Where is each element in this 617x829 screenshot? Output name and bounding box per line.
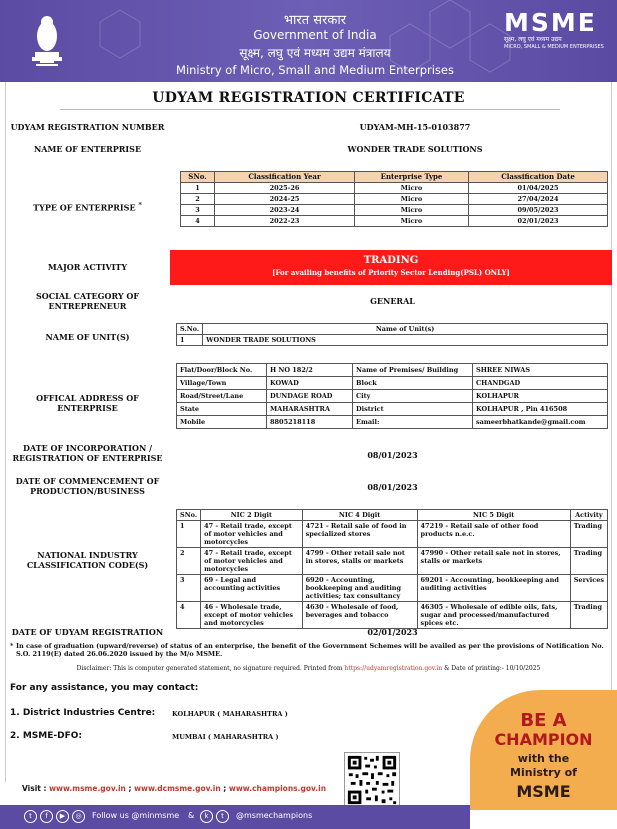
- champion-line-3: with the: [517, 752, 570, 765]
- cell: Name of Premises/ Building: [353, 364, 473, 377]
- address-table: [176, 363, 608, 429]
- address-label: OFFICAL ADDRESS OF ENTERPRISE: [36, 393, 139, 413]
- cell: CHANDGAD: [473, 377, 608, 390]
- separator: ;: [223, 784, 227, 793]
- cell: Flat/Door/Block No.: [177, 364, 267, 377]
- cell: 2023-24: [215, 205, 355, 216]
- social-category-value: GENERAL: [370, 296, 415, 306]
- cell: KOWAD: [267, 377, 353, 390]
- champion-line-4: Ministry of: [510, 766, 577, 779]
- and-text: &: [188, 811, 195, 820]
- cell: 4630 - Wholesale of food, beverages and tobacco: [302, 602, 417, 629]
- cell: Village/Town: [177, 377, 267, 390]
- dfo-value: MUMBAI ( MAHARASHTRA ): [172, 733, 279, 741]
- twitter-icon[interactable]: t: [24, 810, 37, 823]
- champions-handle: @msmechampions: [236, 811, 313, 820]
- msme-logo-english: MICRO, SMALL & MEDIUM ENTERPRISES: [504, 44, 604, 50]
- enterprise-type-asterisk: *: [138, 201, 142, 209]
- table-row: [181, 205, 608, 216]
- col-nic5: NIC 5 Digit: [417, 510, 570, 521]
- cell: 3: [181, 205, 215, 216]
- cell: H NO 182/2: [267, 364, 353, 377]
- header-banner: [0, 0, 617, 82]
- table-row: [177, 602, 608, 629]
- cell: 4: [177, 602, 201, 629]
- cell: 4799 - Other retail sale not in stores, stalls or markets: [302, 548, 417, 575]
- cell: 2024-25: [215, 194, 355, 205]
- footnote-asterisk: *: [10, 642, 14, 650]
- cell: Micro: [355, 205, 469, 216]
- qr-code-icon: [344, 752, 400, 808]
- table-row: [177, 364, 608, 377]
- nic-table: [176, 509, 608, 629]
- cell: Mobile: [177, 416, 267, 429]
- cell: KOLHAPUR: [473, 390, 608, 403]
- cell: 69201 - Accounting, bookkeeping and auditing activities: [417, 575, 570, 602]
- table-header-row: [181, 172, 608, 183]
- cell: KOLHAPUR , Pin 416508: [473, 403, 608, 416]
- cell: 1: [177, 521, 201, 548]
- enterprise-type-table: [180, 171, 608, 227]
- msme-logo: MSME: [504, 8, 597, 37]
- champions-link[interactable]: www.champions.gov.in: [228, 784, 327, 793]
- cell: State: [177, 403, 267, 416]
- col-activity: Activity: [570, 510, 607, 521]
- table-row: [177, 403, 608, 416]
- cell: Micro: [355, 216, 469, 227]
- facebook-icon[interactable]: f: [40, 810, 53, 823]
- col-classification-year: Classification Year: [215, 172, 355, 183]
- ministry-title: Ministry of Micro, Small and Medium Enterprises: [176, 63, 454, 77]
- col-sno: SNo.: [177, 510, 201, 521]
- govt-india-title: Government of India: [253, 28, 377, 42]
- cell: 2025-26: [215, 183, 355, 194]
- table-row: [177, 335, 608, 346]
- reg-number-label: UDYAM REGISTRATION NUMBER: [10, 122, 165, 132]
- cell: Block: [353, 377, 473, 390]
- disclaimer-text: Disclaimer: This is computer generated statement, no signature required. Printed from: [76, 665, 343, 672]
- col-enterprise-type: Enterprise Type: [355, 172, 469, 183]
- reg-number-value: UDYAM-MH-15-0103877: [359, 122, 471, 132]
- cell: 47 - Retail trade, except of motor vehicles and motorcycles: [201, 548, 302, 575]
- table-row: [181, 194, 608, 205]
- koo-icon[interactable]: k: [200, 810, 213, 823]
- enterprise-type-label-text: TYPE OF ENTERPRISE: [33, 202, 136, 213]
- disclaimer: [0, 665, 617, 673]
- certificate-title: UDYAM REGISTRATION CERTIFICATE: [152, 90, 465, 106]
- dcmsme-link[interactable]: www.dcmsme.gov.in: [134, 784, 221, 793]
- dic-label: 1. District Industries Centre:: [10, 708, 156, 718]
- table-row: [177, 548, 608, 575]
- cell: District: [353, 403, 473, 416]
- graduation-footnote: [10, 642, 610, 658]
- udyam-date-value: 02/01/2023: [367, 627, 418, 637]
- dfo-label: 2. MSME-DFO:: [10, 731, 82, 741]
- msme-link[interactable]: www.msme.gov.in: [49, 784, 126, 793]
- cell: MAHARASHTRA: [267, 403, 353, 416]
- footnote-text: In case of graduation (upward/reverse) of status of an enterprise, the benefit of the Government Schemes will be availed as per the provisions of Notification No. S.O. 2119(E) dated 26.06.2020 issued by the M/o MSME.: [16, 642, 604, 658]
- col-sno: S.No.: [177, 324, 203, 335]
- disclaimer-date: & Date of printing:- 10/10/2025: [444, 665, 541, 672]
- table-header-row: [177, 324, 608, 335]
- cell: Services: [570, 575, 607, 602]
- hindi-govt-title: भारत सरकार: [283, 13, 347, 28]
- enterprise-name-label: NAME OF ENTERPRISE: [33, 144, 142, 154]
- cell: Trading: [570, 548, 607, 575]
- nic-label: NATIONAL INDUSTRY CLASSIFICATION CODE(S): [26, 550, 149, 570]
- visit-label: Visit :: [22, 784, 47, 793]
- table-row: [177, 377, 608, 390]
- twitter-icon-2[interactable]: t: [216, 810, 229, 823]
- table-row: [177, 390, 608, 403]
- cell: Email:: [353, 416, 473, 429]
- table-row: [177, 575, 608, 602]
- title-divider: [60, 109, 560, 110]
- cell: 6920 - Accounting, bookkeeping and auditing activities; tax consultancy: [302, 575, 417, 602]
- udyam-date-label: DATE OF UDYAM REGISTRATION: [11, 627, 164, 637]
- cell: Road/Street/Lane: [177, 390, 267, 403]
- table-row: [181, 216, 608, 227]
- cell: 1: [177, 335, 203, 346]
- major-activity-banner: [170, 250, 612, 285]
- separator: ;: [128, 784, 132, 793]
- cell: 02/01/2023: [469, 216, 608, 227]
- social-category-label: SOCIAL CATEGORY OF ENTREPRENEUR: [35, 291, 139, 311]
- cell: 2022-23: [215, 216, 355, 227]
- cell: 4: [181, 216, 215, 227]
- cell: 09/05/2023: [469, 205, 608, 216]
- activity-note: [For availing benefits of Priority Sector Lending(PSL) ONLY]: [272, 268, 510, 277]
- cell: 47219 - Retail sale of other food products n.e.c.: [417, 521, 570, 548]
- cell: 4721 - Retail sale of food in specialized stores: [302, 521, 417, 548]
- instagram-icon[interactable]: ◎: [72, 810, 85, 823]
- enterprise-type-label: [10, 200, 165, 213]
- disclaimer-link[interactable]: https://udyamregistration.gov.in: [344, 665, 443, 672]
- follow-text: Follow us @minmsme: [92, 811, 180, 820]
- champion-line-1: BE A: [520, 710, 567, 731]
- cell: 27/04/2024: [469, 194, 608, 205]
- incorporation-label: DATE OF INCORPORATION / REGISTRATION OF ENTERPRISE: [12, 443, 163, 463]
- social-footer: [0, 805, 470, 829]
- cell: City: [353, 390, 473, 403]
- col-nic4: NIC 4 Digit: [302, 510, 417, 521]
- table-row: [177, 416, 608, 429]
- cell: 1: [181, 183, 215, 194]
- unit-name-label: NAME OF UNIT(S): [45, 332, 130, 342]
- incorporation-value: 08/01/2023: [367, 450, 418, 460]
- major-activity-label: MAJOR ACTIVITY: [47, 262, 128, 272]
- cell: 2: [181, 194, 215, 205]
- cell: 47990 - Other retail sale not in stores, stalls or markets: [417, 548, 570, 575]
- visit-links: [22, 784, 326, 793]
- youtube-icon[interactable]: ▶: [56, 810, 69, 823]
- cell: 3: [177, 575, 201, 602]
- col-nic2: NIC 2 Digit: [201, 510, 302, 521]
- national-emblem-icon: [26, 8, 68, 68]
- table-row: [181, 183, 608, 194]
- cell: WONDER TRADE SOLUTIONS: [203, 335, 608, 346]
- champion-line-5: MSME: [516, 782, 571, 801]
- cell: Micro: [355, 183, 469, 194]
- champion-line-2: CHAMPION: [494, 730, 593, 749]
- cell: 2: [177, 548, 201, 575]
- cell: Trading: [570, 602, 607, 629]
- unit-table: [176, 323, 608, 346]
- col-unit-name: Name of Unit(s): [203, 324, 608, 335]
- table-row: [177, 521, 608, 548]
- cell: Micro: [355, 194, 469, 205]
- contact-heading: For any assistance, you may contact:: [10, 683, 199, 693]
- cell: Trading: [570, 521, 607, 548]
- cell: 8805218118: [267, 416, 353, 429]
- hindi-ministry-title: सूक्ष्म, लघु एवं मध्यम उद्यम मंत्रालय: [239, 46, 391, 60]
- cell: 46305 - Wholesale of edible oils, fats, sugar and processed/manufactured spices etc.: [417, 602, 570, 629]
- activity-main: TRADING: [363, 255, 419, 266]
- commencement-label: DATE OF COMMENCEMENT OF PRODUCTION/BUSINESS: [15, 476, 160, 496]
- cell: 46 - Wholesale trade, except of motor vehicles and motorcycles: [201, 602, 302, 629]
- email-link[interactable]: sameerbhatkande@gmail.com: [473, 416, 608, 429]
- dic-value: KOLHAPUR ( MAHARASHTRA ): [172, 710, 288, 718]
- cell: SHREE NIWAS: [473, 364, 608, 377]
- col-classification-date: Classification Date: [469, 172, 608, 183]
- msme-logo-hindi: सूक्ष्म, लघु एवं मध्यम उद्यम: [504, 36, 562, 43]
- commencement-value: 08/01/2023: [367, 482, 418, 492]
- table-header-row: [177, 510, 608, 521]
- champion-badge: [470, 690, 617, 810]
- col-sno: SNo.: [181, 172, 215, 183]
- enterprise-name-value: WONDER TRADE SOLUTIONS: [347, 144, 483, 154]
- cell: 69 - Legal and accounting activities: [201, 575, 302, 602]
- cell: 47 - Retail trade, except of motor vehicles and motorcycles: [201, 521, 302, 548]
- cell: 01/04/2025: [469, 183, 608, 194]
- cell: DUNDAGE ROAD: [267, 390, 353, 403]
